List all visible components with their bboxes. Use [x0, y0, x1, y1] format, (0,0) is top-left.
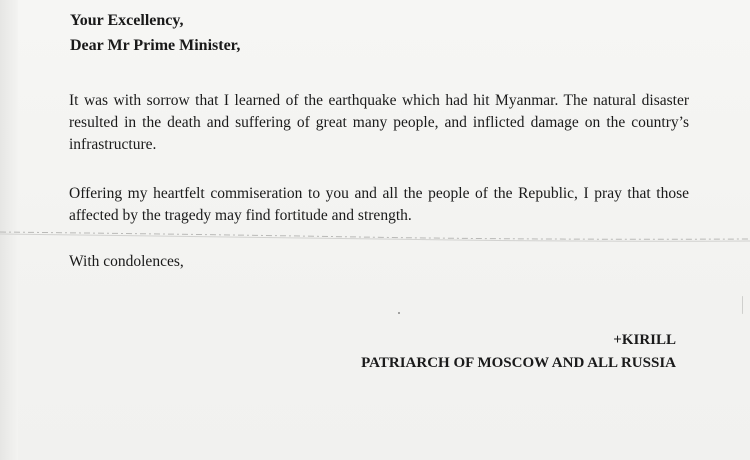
salutation — [70, 8, 240, 58]
salutation-line-1: Your Excellency, — [70, 12, 184, 29]
body-paragraph-1: It was with sorrow that I learned of the earthquake which had hit Myanmar. The natural disaster resulted in the death and suffering of great many people, and inflicted damage on the country’s infrastructure. — [69, 92, 689, 153]
paper-speck — [398, 312, 400, 314]
body-paragraph-2: Offering my heartfelt commiseration to you and all the people of the Republic, I pray that those affected by the tragedy may find fortitude and strength. — [69, 185, 689, 224]
closing-line: With condolences, — [69, 253, 184, 270]
signature-name: +KIRILL — [613, 332, 676, 348]
salutation-line-2: Dear Mr Prime Minister, — [70, 37, 241, 54]
paper-fold-line — [0, 228, 750, 242]
paper-speck — [742, 296, 743, 314]
signature-title: PATRIARCH OF MOSCOW AND ALL RUSSIA — [361, 355, 676, 371]
